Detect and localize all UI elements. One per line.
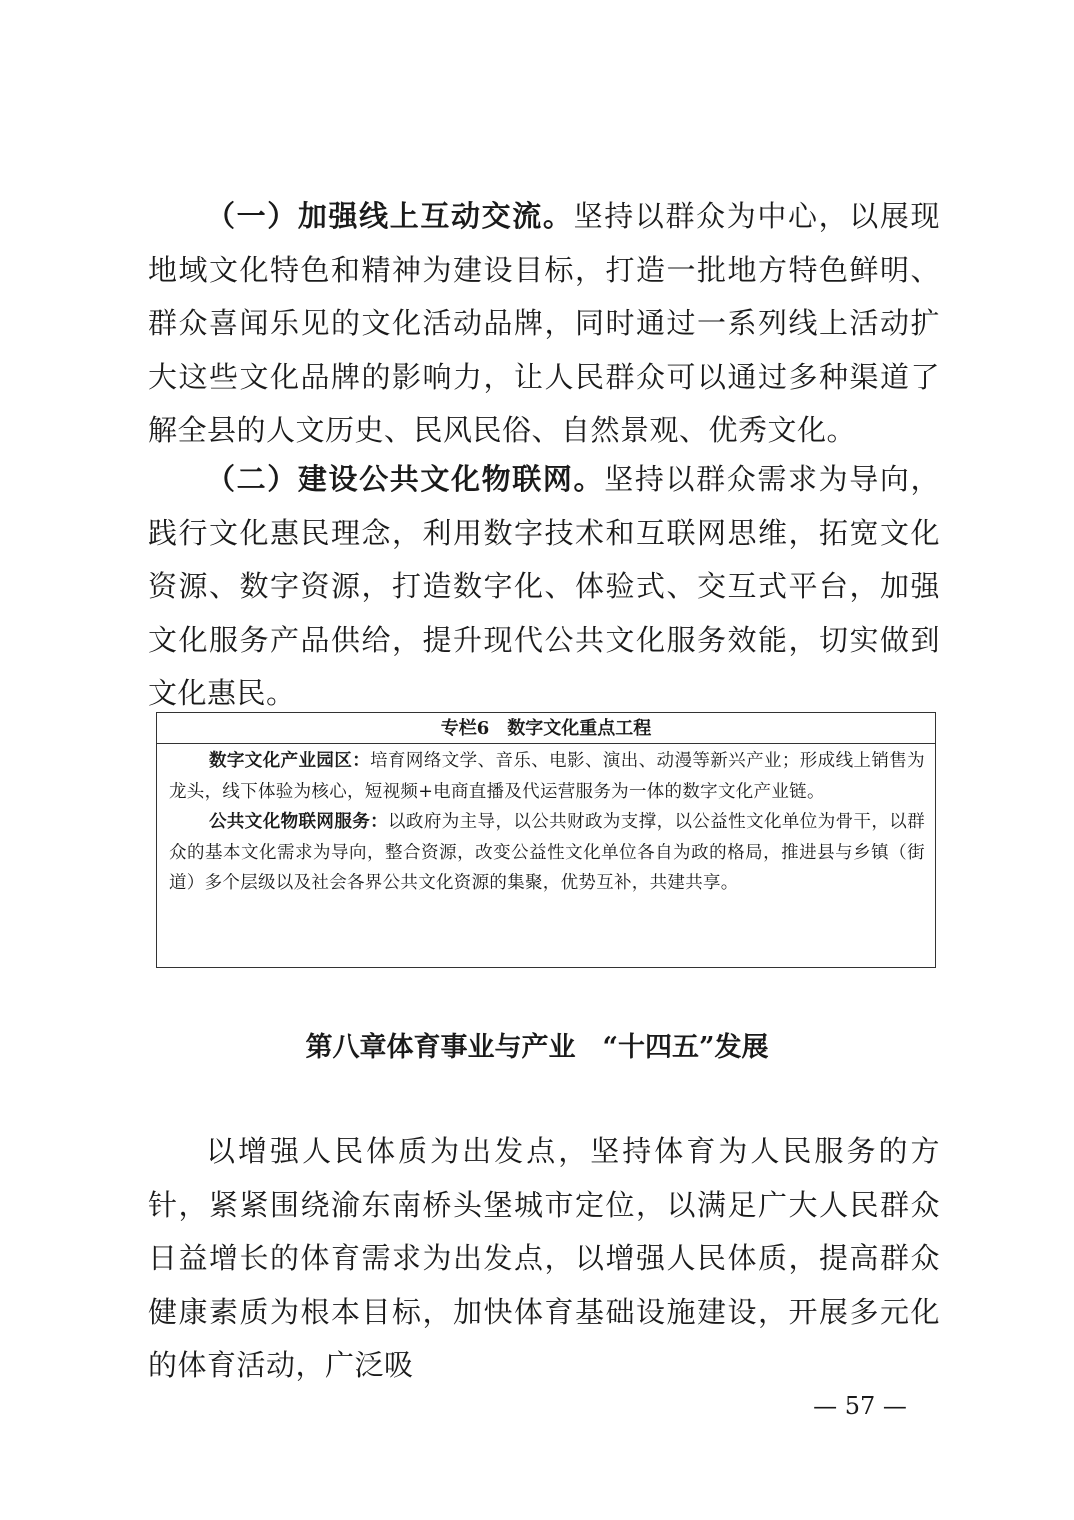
section-text-2: 坚持以群众需求为导向，践行文化惠民理念，利用数字技术和互联网思维，拓宽文化资源、数字资源，打造数字化、体验式、交互式平台，加强文化服务产品供给，提升现代公共文化服务效能，切实做到文化惠民。 bbox=[148, 462, 940, 710]
section-paragraph-1 bbox=[148, 190, 940, 458]
section-heading-1: （一）加强线上互动交流。 bbox=[206, 199, 574, 233]
section-paragraph-2 bbox=[148, 453, 940, 721]
section-heading-2: （二）建设公共文化物联网。 bbox=[206, 462, 605, 496]
chapter-paragraph: 以增强人民体质为出发点，坚持体育为人民服务的方针，紧紧围绕渝东南桥头堡城市定位，以满足广大人民群众日益增长的体育需求为出发点，以增强人民体质，提高群众健康素质为根本目标，加快体育基础设施建设，开展多元化的体育活动，广泛吸 bbox=[148, 1134, 940, 1382]
section-text-1: 坚持以群众为中心，以展现地域文化特色和精神为建设目标，打造一批地方特色鲜明、群众喜闻乐见的文化活动品牌，同时通过一系列线上活动扩大这些文化品牌的影响力，让人民群众可以通过多种渠道了解全县的人文历史、民风民俗、自然景观、优秀文化。 bbox=[148, 199, 940, 447]
feature-box-item-2 bbox=[169, 807, 925, 899]
feature-box bbox=[156, 712, 936, 968]
feature-box-body bbox=[157, 744, 935, 899]
feature-box-item-1-text: 培育网络文学、音乐、电影、演出、动漫等新兴产业；形成线上销售为龙头，线下体验为核心，短视频+电商直播及代运营服务为一体的数字文化产业链。 bbox=[169, 751, 925, 802]
feature-box-item-1 bbox=[169, 746, 925, 807]
feature-box-title: 专栏6 数字文化重点工程 bbox=[157, 713, 935, 744]
feature-box-item-1-label: 数字文化产业园区： bbox=[209, 751, 371, 771]
page-number: — 57 — bbox=[813, 1392, 907, 1420]
feature-box-item-2-label: 公共文化物联网服务： bbox=[209, 812, 389, 832]
chapter-title: 第八章体育事业与产业 “十四五”发展 bbox=[305, 1032, 769, 1063]
feature-box-item-2-text: 以政府为主导，以公共财政为支撑，以公益性文化单位为骨干，以群众的基本文化需求为导向，整合资源，改变公益性文化单位各自为政的格局，推进县与乡镇（街道）多个层级以及社会各界公共文化资源的集聚，优势互补，共建共享。 bbox=[169, 812, 926, 893]
